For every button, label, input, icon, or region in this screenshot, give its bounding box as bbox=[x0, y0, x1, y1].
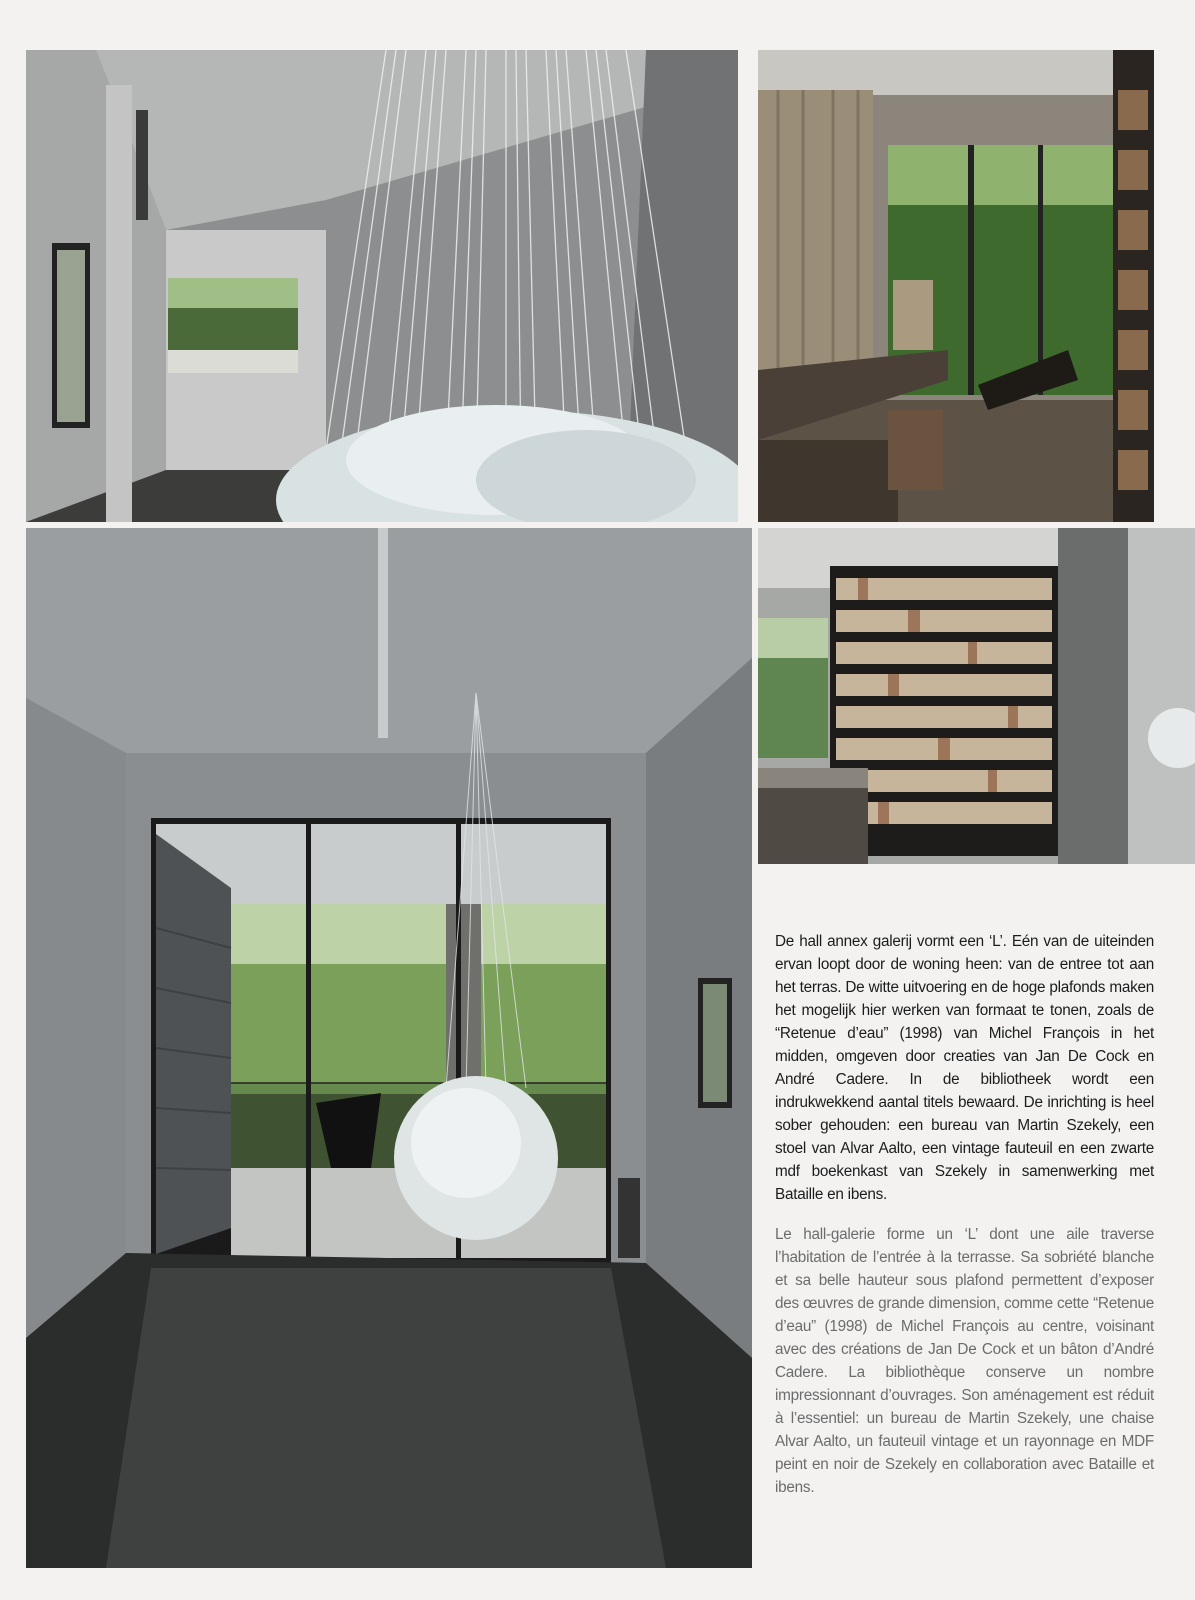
photo-gallery-terrace bbox=[26, 528, 752, 1568]
photo-library-shelves bbox=[758, 528, 1195, 864]
text-column bbox=[775, 930, 1154, 1499]
paragraph-french: Le hall-galerie forme un ‘L’ dont une aile traverse l’habitation de l’entrée à la terrasse. Sa sobriété blanche et sa belle hauteur sous plafond permettent d’exposer des œuvres de grande dimension, comme cette “Retenue d’eau” (1998) de Michel François au centre, voisinant avec des créations de Jan De Cock et un bâton d’André Cadere. La bibliothèque conserve un nombre impressionnant d’ouvrages. Son aménagement est réduit à l’essentiel: un bureau de Martin Szekely, une chaise Alvar Aalto, un fauteuil vintage et un rayonnage en MDF peint en noir de Szekely en collaboration avec Bataille et ibens. bbox=[775, 1226, 1154, 1496]
paragraph-dutch: De hall annex galerij vormt een ‘L’. Eén van de uiteinden ervan loopt door de woning heen: van de entree tot aan het terras. De witte uitvoering en de hoge plafonds maken het mogelijk hier werken van formaat te tonen, zoals de “Retenue d’eau” (1998) van Michel François in het midden, omgeven door creaties van Jan De Cock en André Cadere. In de bibliotheek wordt een indrukwekkend aantal titels bewaard. De inrichting is heel sober gehouden: een bureau van Martin Szekely, een stoel van Alvar Aalto, een vintage fauteuil en een zwarte mdf boekenkast van Szekely in samenwerking met Bataille en ibens. bbox=[775, 933, 1154, 1203]
photo-study-desk bbox=[758, 50, 1154, 522]
photo-hall-sculpture bbox=[26, 50, 738, 522]
